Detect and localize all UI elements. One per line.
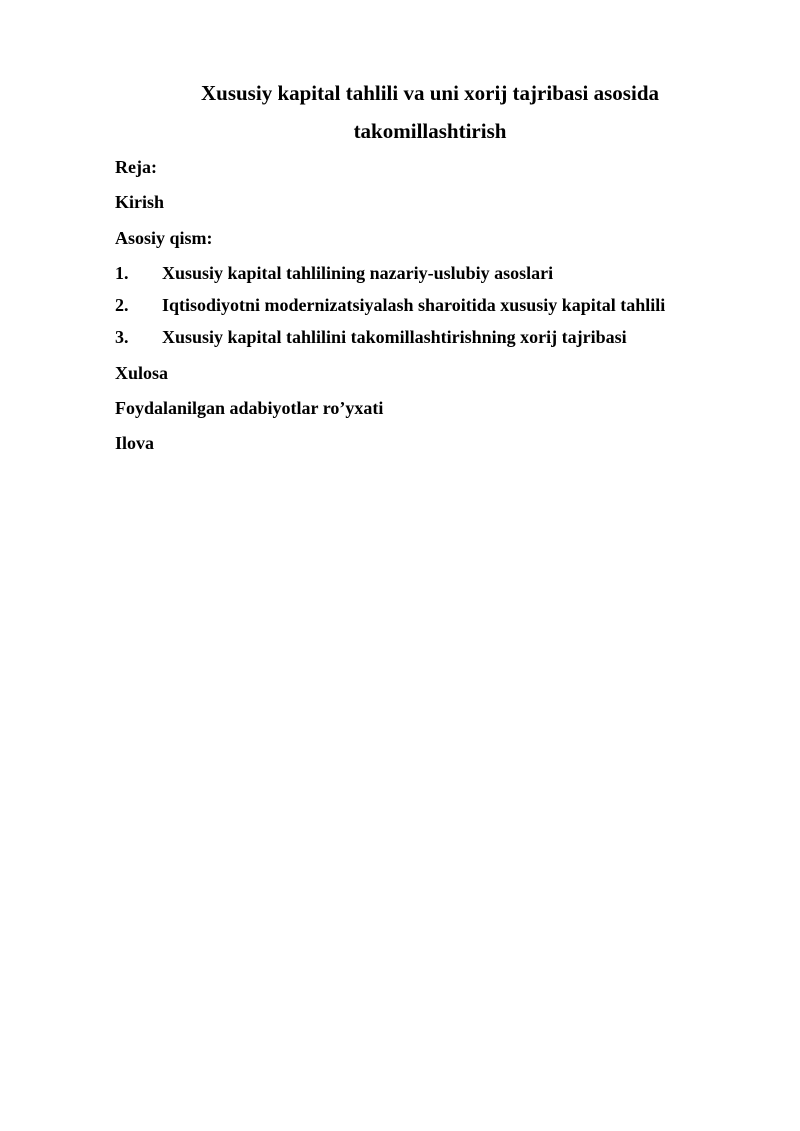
plan-item-number: 3. <box>115 327 129 347</box>
title-line-2: takomillashtirish <box>353 119 507 143</box>
plan-item-1 <box>115 261 553 285</box>
references-entry: Foydalanilgan adabiyotlar ro’yxati <box>115 398 384 418</box>
intro-entry: Kirish <box>115 192 165 212</box>
conclusion-entry: Xulosa <box>115 363 169 383</box>
plan-item-text: Iqtisodiyotni modernizatsiyalash sharoitida xususiy kapital tahlili <box>162 295 666 315</box>
appendix-entry: Ilova <box>115 433 155 453</box>
plan-item-number: 2. <box>115 295 129 315</box>
document-title <box>115 74 745 150</box>
title-line-1: Xususiy kapital tahlili va uni xorij tajribasi asosida <box>200 81 659 105</box>
plan-item-number: 1. <box>115 263 129 283</box>
plan-heading: Reja: <box>115 157 157 177</box>
main-part-heading: Asosiy qism: <box>115 228 213 248</box>
plan-item-3 <box>115 325 627 349</box>
plan-item-text: Xususiy kapital tahlilini takomillashtirishning xorij tajribasi <box>162 327 627 347</box>
plan-item-text: Xususiy kapital tahlilining nazariy-uslubiy asoslari <box>162 263 554 283</box>
plan-item-2 <box>115 293 665 317</box>
